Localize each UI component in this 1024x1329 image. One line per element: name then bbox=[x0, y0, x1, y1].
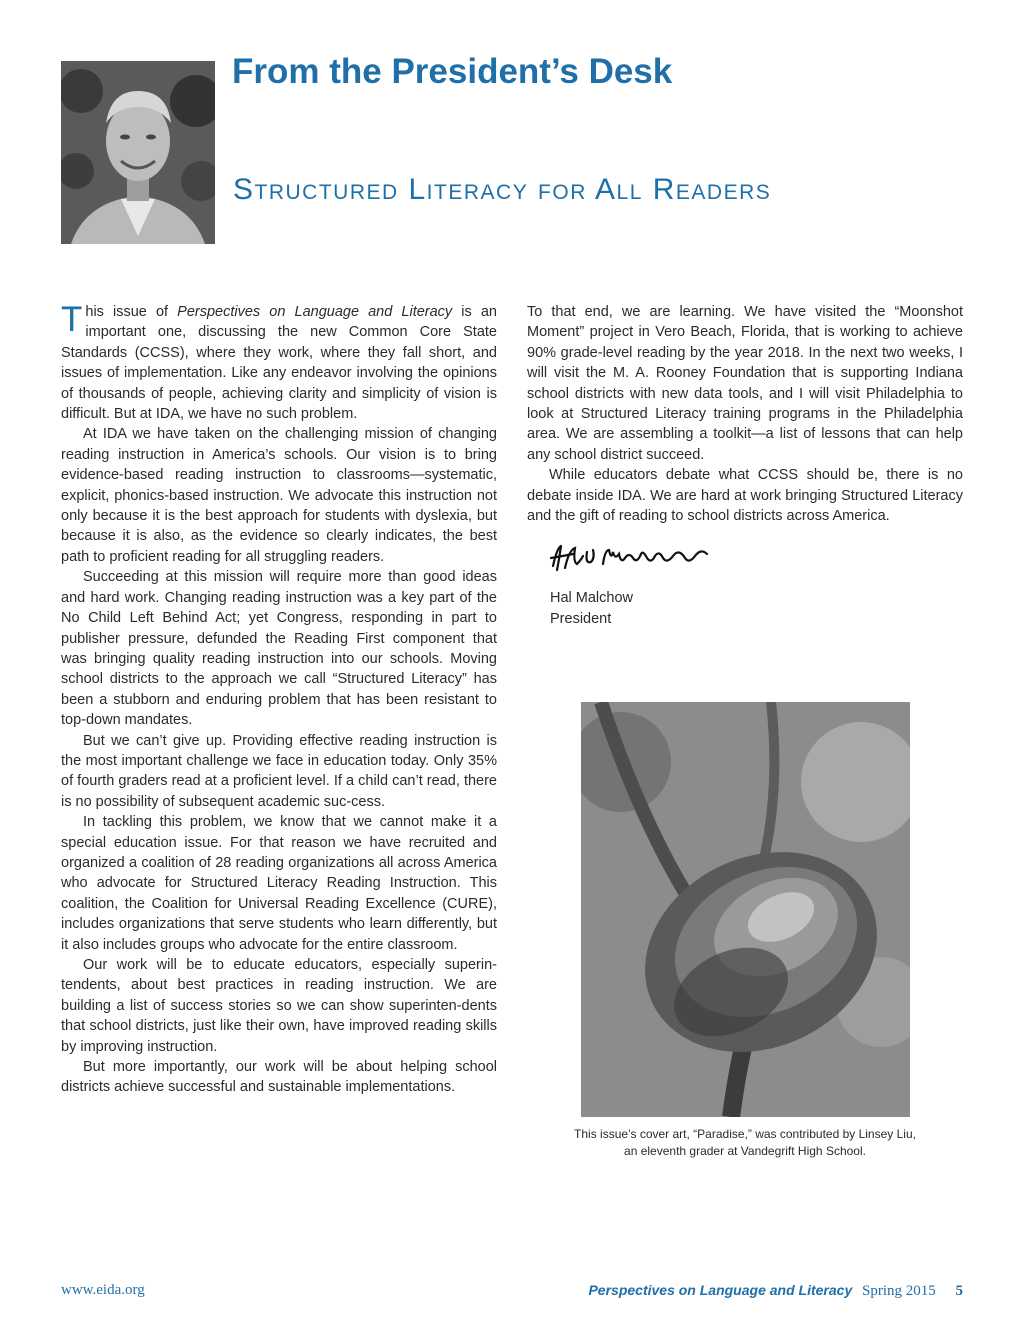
signature-drawing bbox=[547, 538, 717, 578]
page-number: 5 bbox=[955, 1283, 963, 1299]
footer-publication-info bbox=[588, 1282, 963, 1300]
paragraph-9: While educators debate what CCSS should be, there is no debate inside IDA. We are hard at work bringing Structured Literacy and the gift of reading to school districts across America. bbox=[527, 467, 963, 525]
right-column bbox=[527, 302, 963, 629]
portrait-illustration bbox=[61, 61, 215, 244]
cover-art-photo bbox=[581, 702, 910, 1117]
drop-cap: T bbox=[61, 300, 83, 339]
paragraph-2: At IDA we have taken on the challenging mission of changing reading instruction in America’s schools. Our vision is to bring evidence-based reading instruction to classrooms—systematic, explicit, phonics-based instruction. We advocate this instruction not only because it is the best approach for students with dyslexia, but because it is also, as the evidence so clearly indicates, the best path to proficient reading for all struggling readers. bbox=[61, 426, 497, 565]
signature-title: President bbox=[550, 610, 612, 627]
president-portrait-photo bbox=[61, 61, 215, 244]
signature-name: Hal Malchow bbox=[550, 590, 633, 607]
caption-line-1: This issue’s cover art, “Paradise,” was contributed by Linsey Liu, bbox=[574, 1127, 916, 1141]
paragraph-3: Succeeding at this mission will require more than good ideas and hard work. Changing reading instruction was a key part of the No Child Left Behind Act; yet Congress, responding in part to publisher pressure, defunded the Reading First component that was bringing quality reading instruction into our schools. Moving school districts to the approach we call “Structured Literacy” has been a stubborn and enduring problem that has been resistant to top-down mandates. bbox=[61, 569, 497, 729]
paragraph-7: But more importantly, our work will be about helping school districts achieve successful and sustainable implementations. bbox=[61, 1059, 497, 1096]
flower-illustration bbox=[581, 702, 910, 1117]
footer-journal-title: Perspectives on Language and Literacy bbox=[588, 1282, 853, 1298]
paragraph-4: But we can’t give up. Providing effective reading instruction is the most important challenge we face in education today. Only 35% of fourth graders read at a proficient level. If a child can’t read, there is no possibility of subsequent academic suc-cess. bbox=[61, 732, 497, 810]
caption-line-2: an eleventh grader at Vandegrift High School. bbox=[624, 1144, 866, 1158]
paragraph-1 bbox=[61, 302, 497, 424]
article-subtitle: Structured Literacy for All Readers bbox=[233, 173, 772, 206]
page-title: From the President’s Desk bbox=[232, 52, 673, 91]
left-column bbox=[61, 302, 497, 1098]
paragraph-8: To that end, we are learning. We have visited the “Moonshot Moment” project in Vero Beach, Florida, that is working to achieve 90% grade-level reading by the year 2018. In the next two weeks, I will visit the M. A. Rooney Foundation that is supporting Indiana school districts with new data tools, and I will visit Philadelphia to look at Structured Literacy training programs in the Philadelphia area. We are assembling a toolkit—a list of lessons that can help any school district succeed. bbox=[527, 304, 963, 463]
photo-caption bbox=[527, 1126, 963, 1160]
paragraph-5: In tackling this problem, we know that we cannot make it a special education issue. For that reason we have recruited and organized a coalition of 28 reading organizations all across America who advocate for Structured Literacy Reading Instruction. This coalition, the Coalition for Universal Reading Excellence (CURE), includes organizations that serve students who learn differently, but it also includes groups who advocate for the entire classroom. bbox=[61, 814, 497, 953]
footer-website-link[interactable]: www.eida.org bbox=[61, 1282, 145, 1298]
handwritten-signature bbox=[547, 538, 963, 578]
paragraph-1-rest: is an important one, discussing the new Common Core State Standards (CCSS), where they work, where they fall short, and issues of implementation. Like any endeavor involving the opinions of thousands of people, achieving clarity and simplicity of vision is difficult. But at IDA, we have no such problem. bbox=[61, 304, 497, 423]
paragraph-6: Our work will be to educate educators, especially superin-tendents, about best practices in reading instruction. We are building a list of success stories so we can show superinten-dents that school districts, just like their own, have improved reading skills by improving instruction. bbox=[61, 957, 497, 1055]
journal-title-italic: Perspectives on Language and Literacy bbox=[177, 304, 453, 320]
paragraph-1-lead: his issue of bbox=[85, 304, 178, 320]
footer-issue-season: Spring 2015 bbox=[861, 1283, 936, 1299]
